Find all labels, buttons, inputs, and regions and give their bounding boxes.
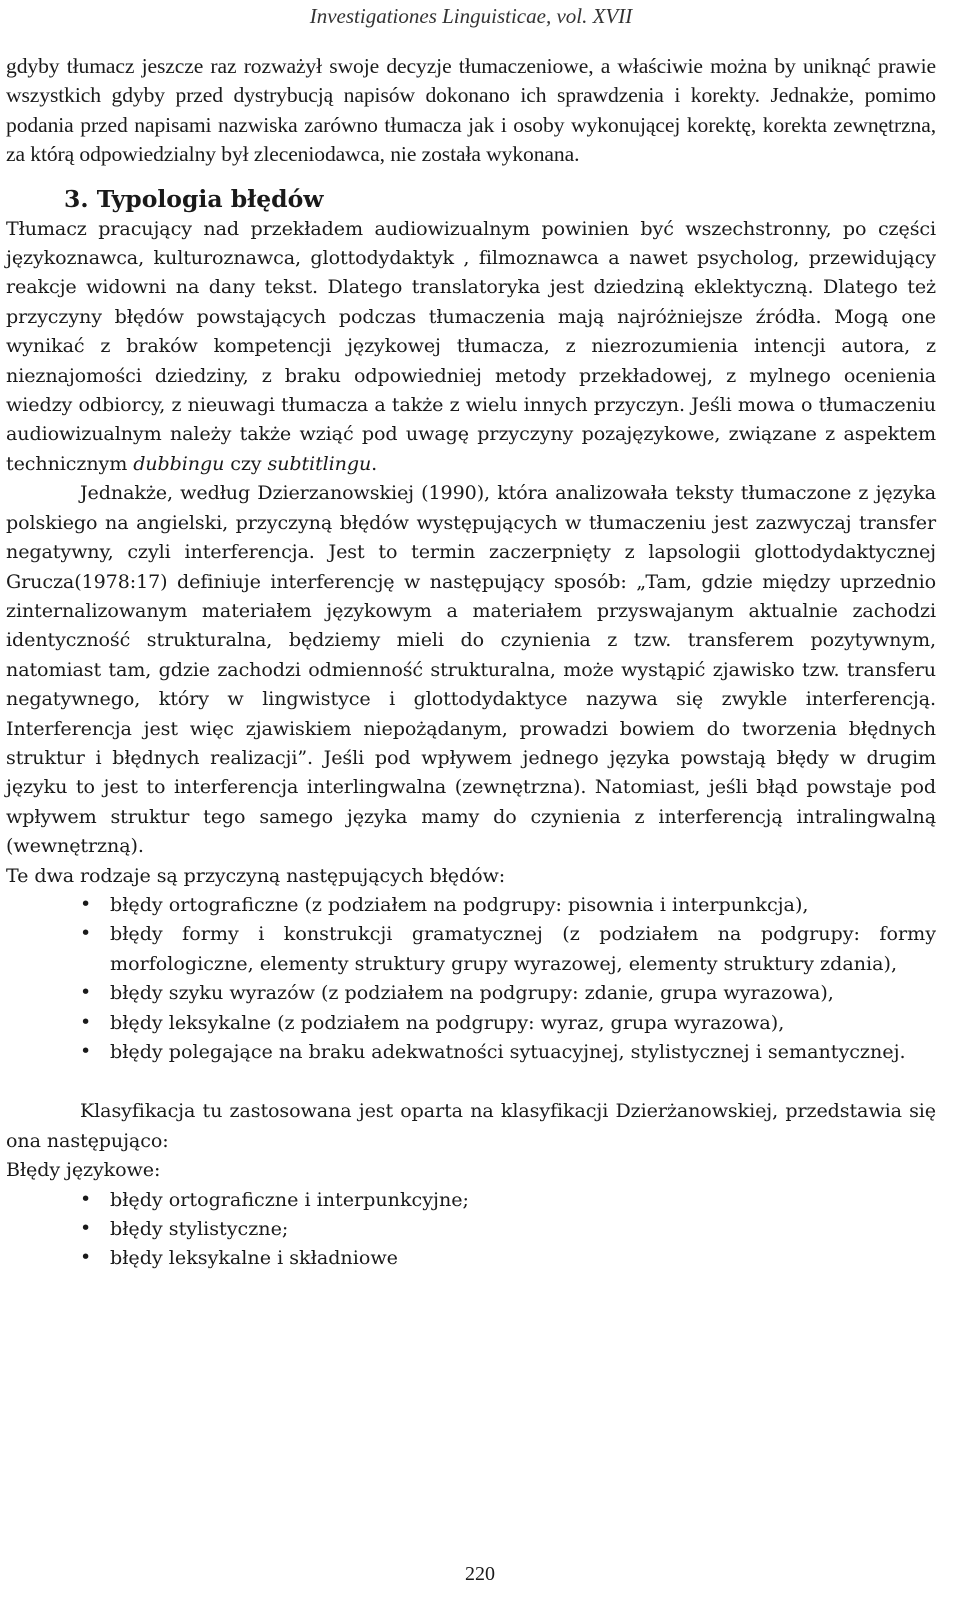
term-dubbing: dubbingu: [133, 451, 225, 475]
list-item-text: błędy stylistyczne;: [110, 1217, 289, 1241]
paragraph-typology: [6, 214, 936, 479]
bullet-icon: •: [80, 922, 92, 945]
list-item: [80, 1214, 936, 1243]
term-subtitling: subtitlingu: [267, 451, 372, 475]
list-item-text: błędy polegające na braku adekwatności sytuacyjnej, stylistycznej i semantycznej.: [110, 1040, 906, 1063]
language-errors-label: Błędy językowe:: [6, 1158, 161, 1182]
list-item: [80, 1037, 936, 1066]
bullet-icon: •: [80, 1217, 92, 1240]
list-item-text: błędy ortograficzne i interpunkcyjne;: [110, 1187, 469, 1211]
paragraph-intro: gdyby tłumacz jeszcze raz rozważył swoje decyzje tłumaczeniowe, a właściwie można by uniknąć prawie wszystkich gdyby przed dystrybucją napisów dokonano ich sprawdzenia i korekty. Jednakże, pomimo podania przed napisami nazwiska zarówno tłumacza jak i osoby wykonującej korektę, korekta zewnętrzna, za którą odpowiedzialny był zleceniodawca, nie została wykonana.: [6, 54, 936, 167]
list-item-text: błędy szyku wyrazów (z podziałem na podgrupy: zdanie, grupa wyrazowa),: [110, 981, 834, 1005]
running-header: Investigationes Linguisticae, vol. XVII: [309, 4, 633, 28]
paragraph-typology-text: Tłumacz pracujący nad przekładem audiowizualnym powinien być wszechstronny, po części językoznawca, kulturoznawca, glottodydaktyk , filmoznawca a nawet psycholog, przewidujący reakcje widowni na dany tekst. Dlatego translatoryka jest dziedziną eklektyczną. Dlatego też przyczyny błędów powstających podczas tłumaczenia mają najróżniejsze źródła. Mogą one wynikać z braków kompetencji językowej tłumacza, z niezrozumienia intencji autora, z nieznajomości dziedziny, z braku odpowiedniej metody przekładowej, z mylnego ocenienia wiedzy odbiorcy, z nieuwagi tłumacza a także z wielu innych przyczyn. Jeśli mowa o tłumaczeniu audiowizualnym należy także wziąć pod uwagę przyczyny pozajęzykowe, związane z aspektem technicznym: [6, 216, 936, 475]
list-item-text: błędy leksykalne i składniowe: [110, 1246, 398, 1270]
list-item: [80, 978, 936, 1007]
period: .: [371, 451, 378, 475]
list-item-text: błędy formy i konstrukcji gramatycznej (z podziałem na podgrupy: formy morfologiczne, elementy struktury grupy wyrazowej, elementy struktury zdania),: [110, 922, 936, 975]
bullet-icon: •: [80, 1246, 92, 1269]
list-item: [80, 1008, 936, 1037]
two-types-line: Te dwa rodzaje są przyczyną następujących błędów:: [6, 863, 506, 887]
error-types-list: [6, 890, 936, 1066]
bullet-icon: •: [80, 981, 92, 1004]
bullet-icon: •: [80, 1040, 92, 1062]
paragraph-classification: Klasyfikacja tu zastosowana jest oparta na klasyfikacji Dzierżanowskiej, przedstawia się ona następująco:: [6, 1099, 936, 1152]
list-item: [80, 890, 936, 919]
list-item: [80, 1243, 936, 1272]
word-or: czy: [224, 451, 268, 475]
list-item: [80, 919, 936, 978]
bullet-icon: •: [80, 1010, 92, 1033]
page-number: 220: [465, 1563, 495, 1585]
bullet-icon: •: [80, 892, 92, 915]
language-errors-list: [6, 1185, 936, 1273]
spacer: [6, 1066, 936, 1096]
section-heading: 3. Typologia błędów: [64, 184, 324, 213]
list-item: [80, 1185, 936, 1214]
document-page: [6, 0, 936, 1273]
list-item-text: błędy ortograficzne (z podziałem na podgrupy: pisownia i interpunkcja),: [110, 892, 809, 916]
bullet-icon: •: [80, 1187, 92, 1210]
paragraph-dzierzanowska: Jednakże, według Dzierzanowskiej (1990), która analizowała teksty tłumaczone z języka polskiego na angielski, przyczyną błędów występujących w tłumaczeniu jest zazwyczaj transfer negatywny, czyli interferencja. Jest to termin zaczerpnięty z lapsologii glottodydaktycznej Grucza(1978:17) definiuje interferencję w następujący sposób: „Tam, gdzie między uprzednio zinternalizowanym materiałem językowym a materiałem przyswajanym aktualnie zachodzi identyczność strukturalna, będziemy mieli do czynienia z tzw. transferem pozytywnym, natomiast tam, gdzie zachodzi odmienność strukturalna, może wystąpić zjawisko tzw. transferu negatywnego, który w lingwistyce i glottodydaktyce nazywa się zwykle interferencją. Interferencja jest więc zjawiskiem niepożądanym, prowadzi bowiem do tworzenia błędnych struktur i błędnych realizacji”. Jeśli pod wpływem jednego języka powstają błędy w drugim języku to jest to interferencja interlingwalna (zewnętrzna). Natomiast, jeśli błąd powstaje pod wpływem struktur tego samego języka mamy do czynienia z interferencją intralingwalną (wewnętrzną).: [6, 481, 936, 858]
list-item-text: błędy leksykalne (z podziałem na podgrupy: wyraz, grupa wyrazowa),: [110, 1010, 785, 1034]
